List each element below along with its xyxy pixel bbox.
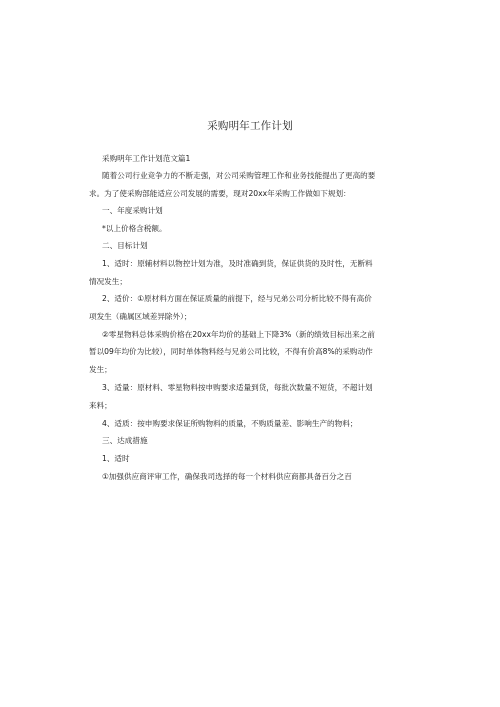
paragraph-line: 情况发生；	[89, 277, 127, 286]
paragraph-line: 来料；	[89, 401, 112, 410]
paragraph-line: 2、适价：①原材料方面在保证质量的前提下，经与兄弟公司分析比较不得有高价	[102, 294, 372, 303]
section-heading-annual-plan: 一、年度采购计划	[102, 206, 163, 215]
paragraph-line: ①加强供应商评审工作，确保我司选择的每一个材料供应商都具备百分之百	[102, 472, 352, 481]
paragraph-line: 发生；	[89, 365, 112, 374]
section-heading-sample-1: 采购明年工作计划范文篇1	[102, 154, 191, 163]
paragraph-line: 暂以09年均价为比较），同时单体物料经与兄弟公司比较，不得有价高8%的采购动作	[89, 347, 373, 356]
paragraph-line: 项发生（确属区域差异除外）；	[89, 312, 192, 321]
subheading-timely: 1、适时	[102, 454, 130, 463]
paragraph-line: ②零星物料总体采购价格在20xx年均价的基础上下降3%（新的绩效目标出来之前	[102, 330, 375, 339]
paragraph-line: 4、适质：按申购要求保证所购物料的质量，不购质量差、影响生产的物料；	[102, 419, 358, 428]
tax-note: *以上价格含税额。	[102, 224, 167, 233]
paragraph-line: 1、适时：原辅材料以物控计划为准，及时准确到货，保证供货的及时性，无断料	[102, 259, 373, 268]
section-heading-target-plan: 二、目标计划	[102, 241, 148, 250]
paragraph-line: 随着公司行业竞争力的不断走强，对公司采购管理工作和业务技能提出了更高的要	[102, 171, 376, 180]
paragraph-line: 3、适量：原材料、零星物料按申购要求适量到货，每批次数量不短货，不超计划	[102, 383, 373, 392]
document-title: 采购明年工作计划	[207, 120, 293, 132]
paragraph-line: 求。为了使采购部能适应公司发展的需要，现对20xx年采购工作做如下规划：	[89, 189, 351, 198]
section-heading-measures: 三、达成措施	[102, 436, 148, 445]
